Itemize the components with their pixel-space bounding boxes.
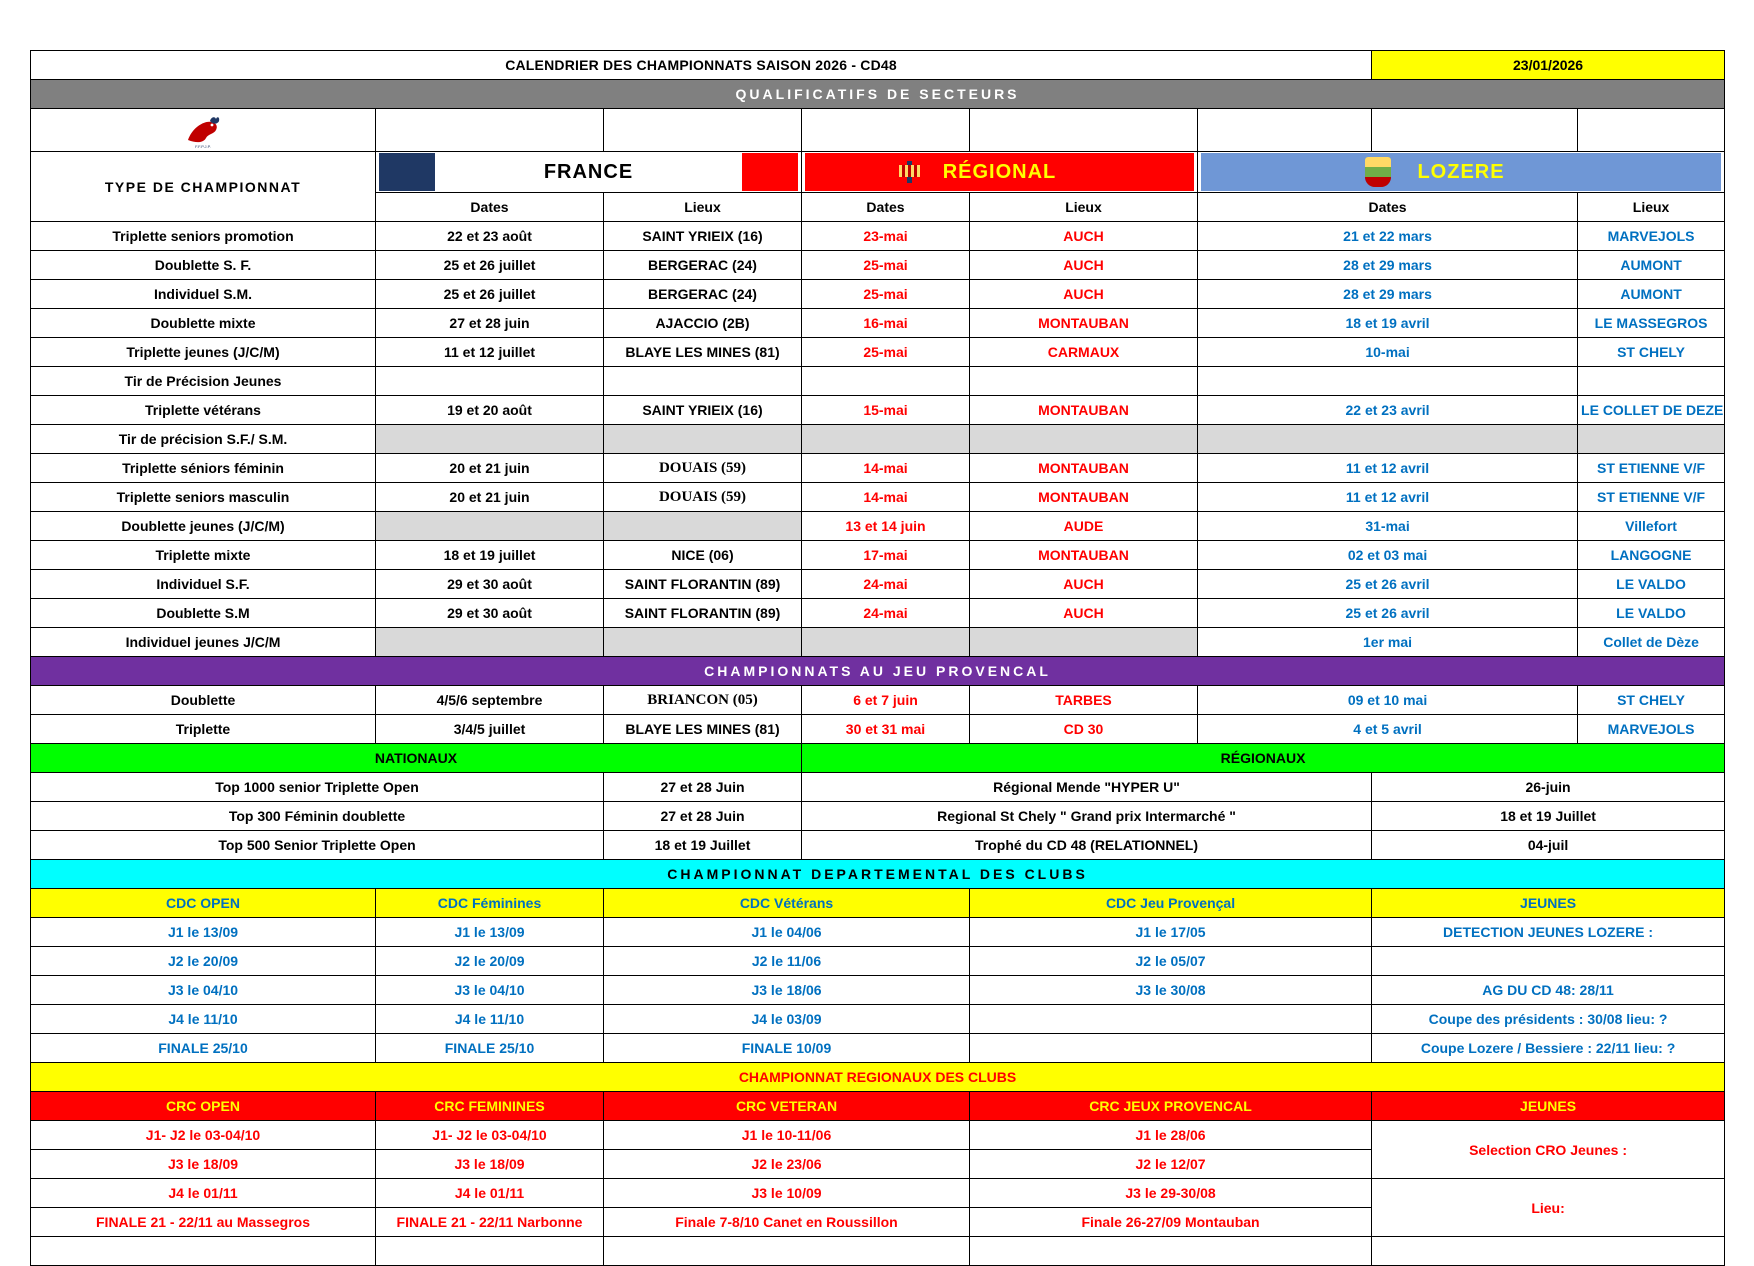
footer-blank-4 bbox=[970, 1237, 1372, 1266]
national-label: Top 500 Senior Triplette Open bbox=[31, 831, 604, 860]
cdc-jeunes-cell: Coupe Lozere / Bessiere : 22/11 lieu: ? bbox=[1372, 1034, 1725, 1063]
cdc-open-cell: FINALE 25/10 bbox=[31, 1034, 376, 1063]
regional-lieu: MONTAUBAN bbox=[970, 396, 1198, 425]
france-date: 22 et 23 août bbox=[376, 222, 604, 251]
table-row bbox=[31, 251, 1725, 280]
lozere-lieu: Villefort bbox=[1578, 512, 1725, 541]
logo-row bbox=[31, 109, 1725, 152]
table-row bbox=[31, 512, 1725, 541]
lozere-date: 09 et 10 mai bbox=[1198, 686, 1578, 715]
regional-lieu: MONTAUBAN bbox=[970, 309, 1198, 338]
regional-date: 24-mai bbox=[802, 570, 970, 599]
championship-label: Triplette seniors promotion bbox=[31, 222, 376, 251]
crc-jeunes-cell: Selection CRO Jeunes : bbox=[1372, 1121, 1725, 1179]
regional-date bbox=[802, 628, 970, 657]
championship-label: Individuel S.F. bbox=[31, 570, 376, 599]
lozere-lieu: Collet de Dèze bbox=[1578, 628, 1725, 657]
crc-open-cell: J3 le 18/09 bbox=[31, 1150, 376, 1179]
lozere-lieu: LANGOGNE bbox=[1578, 541, 1725, 570]
logo-row-blank-3 bbox=[802, 109, 970, 152]
national-date: 18 et 19 Juillet bbox=[604, 831, 802, 860]
france-lieu: SAINT YRIEIX (16) bbox=[604, 396, 802, 425]
regional-date: 6 et 7 juin bbox=[802, 686, 970, 715]
cdc-feminines-cell: J3 le 04/10 bbox=[376, 976, 604, 1005]
sector-band-row bbox=[31, 80, 1725, 109]
lozere-lieu bbox=[1578, 425, 1725, 454]
lozere-lieu: ST ETIENNE V/F bbox=[1578, 483, 1725, 512]
france-lieu: BERGERAC (24) bbox=[604, 280, 802, 309]
lozere-date: 28 et 29 mars bbox=[1198, 251, 1578, 280]
national-date: 27 et 28 Juin bbox=[604, 773, 802, 802]
page-title: CALENDRIER DES CHAMPIONNATS SAISON 2026 - CD48 bbox=[31, 51, 1372, 80]
lozere-date: 22 et 23 avril bbox=[1198, 396, 1578, 425]
logo-row-blank-7 bbox=[1578, 109, 1725, 152]
cdc-provencal-cell: J3 le 30/08 bbox=[970, 976, 1372, 1005]
crc-veteran-header: CRC VETERAN bbox=[604, 1092, 970, 1121]
table-row bbox=[31, 628, 1725, 657]
footer-blank-5 bbox=[1372, 1237, 1725, 1266]
crc-provencal-cell: J3 le 29-30/08 bbox=[970, 1179, 1372, 1208]
cdc-veterans-cell: J4 le 03/09 bbox=[604, 1005, 970, 1034]
france-date: 25 et 26 juillet bbox=[376, 280, 604, 309]
lozere-lieu: LE VALDO bbox=[1578, 570, 1725, 599]
championship-label: Doublette S.M bbox=[31, 599, 376, 628]
france-lieu: BERGERAC (24) bbox=[604, 251, 802, 280]
crc-jeunes-lieu-cell: Lieu: bbox=[1372, 1179, 1725, 1237]
crc-open-cell: J1- J2 le 03-04/10 bbox=[31, 1121, 376, 1150]
cdc-open-cell: J1 le 13/09 bbox=[31, 918, 376, 947]
crc-feminines-header: CRC FEMININES bbox=[376, 1092, 604, 1121]
table-row bbox=[31, 715, 1725, 744]
lozere-date bbox=[1198, 425, 1578, 454]
footer-blank-1 bbox=[31, 1237, 376, 1266]
lozere-date bbox=[1198, 367, 1578, 396]
crc-feminines-cell: FINALE 21 - 22/11 Narbonne bbox=[376, 1208, 604, 1237]
crc-band-row bbox=[31, 1063, 1725, 1092]
cdc-provencal-cell bbox=[970, 1034, 1372, 1063]
lozere-header-label: LOZERE bbox=[1417, 160, 1505, 183]
france-lieu: DOUAIS (59) bbox=[604, 454, 802, 483]
svg-text:F.F.P.J.P.: F.F.P.J.P. bbox=[195, 144, 211, 149]
france-lieu: BRIANCON (05) bbox=[604, 686, 802, 715]
footer-blank-3 bbox=[604, 1237, 970, 1266]
footer-blank-2 bbox=[376, 1237, 604, 1266]
cdc-jeunes-header: JEUNES bbox=[1372, 889, 1725, 918]
document-date: 23/01/2026 bbox=[1372, 51, 1725, 80]
regional-lieu: AUDE bbox=[970, 512, 1198, 541]
national-label: Top 300 Féminin doublette bbox=[31, 802, 604, 831]
table-row bbox=[31, 454, 1725, 483]
france-date: 11 et 12 juillet bbox=[376, 338, 604, 367]
france-date: 4/5/6 septembre bbox=[376, 686, 604, 715]
championship-label: Doublette mixte bbox=[31, 309, 376, 338]
regional-event-date: 26-juin bbox=[1372, 773, 1725, 802]
lozere-date: 18 et 19 avril bbox=[1198, 309, 1578, 338]
regional-lieu: MONTAUBAN bbox=[970, 483, 1198, 512]
france-date: 20 et 21 juin bbox=[376, 454, 604, 483]
crc-veteran-cell: J3 le 10/09 bbox=[604, 1179, 970, 1208]
lozere-lieu: AUMONT bbox=[1578, 251, 1725, 280]
france-date: 29 et 30 août bbox=[376, 599, 604, 628]
france-flag-icon bbox=[379, 153, 435, 191]
france-lieu: SAINT YRIEIX (16) bbox=[604, 222, 802, 251]
france-lieu: SAINT FLORANTIN (89) bbox=[604, 599, 802, 628]
lozere-dates-header: Dates bbox=[1198, 193, 1578, 222]
regional-event-label: Régional Mende "HYPER U" bbox=[802, 773, 1372, 802]
regional-date: 13 et 14 juin bbox=[802, 512, 970, 541]
occitanie-icon bbox=[899, 161, 921, 183]
band-crc: CHAMPIONNAT REGIONAUX DES CLUBS bbox=[31, 1063, 1725, 1092]
regional-lieu: AUCH bbox=[970, 570, 1198, 599]
cdc-jeunes-cell: Coupe des présidents : 30/08 lieu: ? bbox=[1372, 1005, 1725, 1034]
provencal-label: Doublette bbox=[31, 686, 376, 715]
crc-jeunes-header: JEUNES bbox=[1372, 1092, 1725, 1121]
crc-provencal-cell: J2 le 12/07 bbox=[970, 1150, 1372, 1179]
logo-row-blank-2 bbox=[604, 109, 802, 152]
type-de-championnat-label: TYPE DE CHAMPIONNAT bbox=[31, 152, 376, 222]
lozere-lieu: AUMONT bbox=[1578, 280, 1725, 309]
france-lieux-header: Lieux bbox=[604, 193, 802, 222]
table-row bbox=[31, 280, 1725, 309]
table-row bbox=[31, 309, 1725, 338]
championship-label: Triplette vétérans bbox=[31, 396, 376, 425]
championship-label: Triplette seniors masculin bbox=[31, 483, 376, 512]
footer-blank-row bbox=[31, 1237, 1725, 1266]
band-jeu-provencal: CHAMPIONNATS AU JEU PROVENCAL bbox=[31, 657, 1725, 686]
regional-date: 25-mai bbox=[802, 251, 970, 280]
table-row bbox=[31, 222, 1725, 251]
cdc-band-row bbox=[31, 860, 1725, 889]
table-row bbox=[31, 918, 1725, 947]
band-regionaux: RÉGIONAUX bbox=[802, 744, 1725, 773]
france-lieu bbox=[604, 425, 802, 454]
regional-lieu: CARMAUX bbox=[970, 338, 1198, 367]
cdc-jeunes-cell: AG DU CD 48: 28/11 bbox=[1372, 976, 1725, 1005]
championship-label: Doublette S. F. bbox=[31, 251, 376, 280]
provencal-label: Triplette bbox=[31, 715, 376, 744]
lozere-date: 31-mai bbox=[1198, 512, 1578, 541]
regional-header-cell bbox=[802, 152, 1198, 193]
cdc-open-cell: J3 le 04/10 bbox=[31, 976, 376, 1005]
regional-date: 14-mai bbox=[802, 454, 970, 483]
lozere-lieu: LE VALDO bbox=[1578, 599, 1725, 628]
band-qualificatifs-secteurs: QUALIFICATIFS DE SECTEURS bbox=[31, 80, 1725, 109]
band-cdc: CHAMPIONNAT DEPARTEMENTAL DES CLUBS bbox=[31, 860, 1725, 889]
cdc-feminines-header: CDC Féminines bbox=[376, 889, 604, 918]
lozere-lieu: LE MASSEGROS bbox=[1578, 309, 1725, 338]
championship-label: Triplette jeunes (J/C/M) bbox=[31, 338, 376, 367]
table-row bbox=[31, 1034, 1725, 1063]
crc-feminines-cell: J4 le 01/11 bbox=[376, 1179, 604, 1208]
lozere-shield-icon bbox=[1365, 157, 1391, 187]
table-row bbox=[31, 425, 1725, 454]
table-row bbox=[31, 831, 1725, 860]
france-lieu: SAINT FLORANTIN (89) bbox=[604, 570, 802, 599]
cdc-veterans-cell: J2 le 11/06 bbox=[604, 947, 970, 976]
regional-dates-header: Dates bbox=[802, 193, 970, 222]
regional-header-label: RÉGIONAL bbox=[942, 160, 1057, 183]
table-row bbox=[31, 570, 1725, 599]
regional-lieu: AUCH bbox=[970, 222, 1198, 251]
championship-label: Triplette mixte bbox=[31, 541, 376, 570]
crc-feminines-cell: J1- J2 le 03-04/10 bbox=[376, 1121, 604, 1150]
regional-lieux-header: Lieux bbox=[970, 193, 1198, 222]
lozere-date: 21 et 22 mars bbox=[1198, 222, 1578, 251]
table-row bbox=[31, 773, 1725, 802]
logo-row-blank-6 bbox=[1372, 109, 1578, 152]
regional-lieu: CD 30 bbox=[970, 715, 1198, 744]
calendar-sheet bbox=[30, 50, 1724, 1266]
cdc-feminines-cell: J4 le 11/10 bbox=[376, 1005, 604, 1034]
lozere-date: 28 et 29 mars bbox=[1198, 280, 1578, 309]
crc-open-header: CRC OPEN bbox=[31, 1092, 376, 1121]
cdc-open-cell: J4 le 11/10 bbox=[31, 1005, 376, 1034]
crc-provencal-cell: J1 le 28/06 bbox=[970, 1121, 1372, 1150]
regional-date: 23-mai bbox=[802, 222, 970, 251]
lozere-lieu bbox=[1578, 367, 1725, 396]
lozere-date: 02 et 03 mai bbox=[1198, 541, 1578, 570]
france-lieu: DOUAIS (59) bbox=[604, 483, 802, 512]
lozere-lieux-header: Lieux bbox=[1578, 193, 1725, 222]
regional-lieu: MONTAUBAN bbox=[970, 541, 1198, 570]
lozere-date: 4 et 5 avril bbox=[1198, 715, 1578, 744]
france-date: 19 et 20 août bbox=[376, 396, 604, 425]
france-date bbox=[376, 628, 604, 657]
logo-row-blank-5 bbox=[1198, 109, 1372, 152]
cdc-provencal-cell: J2 le 05/07 bbox=[970, 947, 1372, 976]
crc-provencal-cell: Finale 26-27/09 Montauban bbox=[970, 1208, 1372, 1237]
regional-lieu: AUCH bbox=[970, 251, 1198, 280]
band-nationaux: NATIONAUX bbox=[31, 744, 802, 773]
france-lieu bbox=[604, 628, 802, 657]
lozere-lieu: ST CHELY bbox=[1578, 686, 1725, 715]
table-row bbox=[31, 396, 1725, 425]
cdc-open-header: CDC OPEN bbox=[31, 889, 376, 918]
cdc-provencal-cell: J1 le 17/05 bbox=[970, 918, 1372, 947]
regional-event-date: 18 et 19 Juillet bbox=[1372, 802, 1725, 831]
lozere-lieu: LE COLLET DE DEZE bbox=[1578, 396, 1725, 425]
logo-row-blank-4 bbox=[970, 109, 1198, 152]
france-date: 27 et 28 juin bbox=[376, 309, 604, 338]
regional-date bbox=[802, 367, 970, 396]
table-row bbox=[31, 483, 1725, 512]
lozere-header-cell bbox=[1198, 152, 1725, 193]
france-date bbox=[376, 512, 604, 541]
france-date: 20 et 21 juin bbox=[376, 483, 604, 512]
france-header-label: FRANCE bbox=[435, 153, 742, 191]
france-date bbox=[376, 367, 604, 396]
crc-provencal-header: CRC JEUX PROVENCAL bbox=[970, 1092, 1372, 1121]
regional-date: 17-mai bbox=[802, 541, 970, 570]
regional-event-date: 04-juil bbox=[1372, 831, 1725, 860]
table-row bbox=[31, 599, 1725, 628]
cdc-open-cell: J2 le 20/09 bbox=[31, 947, 376, 976]
regional-event-label: Regional St Chely " Grand prix Intermarché " bbox=[802, 802, 1372, 831]
regional-date bbox=[802, 425, 970, 454]
lozere-lieu: ST CHELY bbox=[1578, 338, 1725, 367]
france-lieu bbox=[604, 367, 802, 396]
cdc-jeunes-cell: DETECTION JEUNES LOZERE : bbox=[1372, 918, 1725, 947]
regional-lieu: TARBES bbox=[970, 686, 1198, 715]
table-row bbox=[31, 338, 1725, 367]
table-row bbox=[31, 367, 1725, 396]
cdc-veterans-cell: J1 le 04/06 bbox=[604, 918, 970, 947]
lozere-lieu: ST ETIENNE V/F bbox=[1578, 454, 1725, 483]
crc-feminines-cell: J3 le 18/09 bbox=[376, 1150, 604, 1179]
lozere-date: 10-mai bbox=[1198, 338, 1578, 367]
france-lieu: AJACCIO (2B) bbox=[604, 309, 802, 338]
championship-label: Tir de Précision Jeunes bbox=[31, 367, 376, 396]
cdc-feminines-cell: J1 le 13/09 bbox=[376, 918, 604, 947]
france-lieu: BLAYE LES MINES (81) bbox=[604, 338, 802, 367]
table-row bbox=[31, 1121, 1725, 1150]
france-dates-header: Dates bbox=[376, 193, 604, 222]
france-date bbox=[376, 425, 604, 454]
regional-date: 15-mai bbox=[802, 396, 970, 425]
regional-event-label: Trophé du CD 48 (RELATIONNEL) bbox=[802, 831, 1372, 860]
france-date: 3/4/5 juillet bbox=[376, 715, 604, 744]
calendar-table bbox=[30, 50, 1725, 1266]
lozere-date: 11 et 12 avril bbox=[1198, 454, 1578, 483]
ffpjp-logo bbox=[34, 110, 372, 150]
championship-label: Doublette jeunes (J/C/M) bbox=[31, 512, 376, 541]
regional-date: 25-mai bbox=[802, 280, 970, 309]
regional-lieu: MONTAUBAN bbox=[970, 454, 1198, 483]
regional-date: 14-mai bbox=[802, 483, 970, 512]
table-row bbox=[31, 802, 1725, 831]
regional-lieu: AUCH bbox=[970, 280, 1198, 309]
france-header-cell bbox=[376, 152, 802, 193]
france-lieu: NICE (06) bbox=[604, 541, 802, 570]
lozere-lieu: MARVEJOLS bbox=[1578, 715, 1725, 744]
ffpjp-logo-cell bbox=[31, 109, 376, 152]
cdc-feminines-cell: J2 le 20/09 bbox=[376, 947, 604, 976]
crc-veteran-cell: J2 le 23/06 bbox=[604, 1150, 970, 1179]
regional-lieu bbox=[970, 367, 1198, 396]
championship-label: Tir de précision S.F./ S.M. bbox=[31, 425, 376, 454]
nationaux-band-row bbox=[31, 744, 1725, 773]
cdc-veterans-cell: FINALE 10/09 bbox=[604, 1034, 970, 1063]
lozere-date: 25 et 26 avril bbox=[1198, 599, 1578, 628]
cdc-header-row bbox=[31, 889, 1725, 918]
cdc-jeunes-cell bbox=[1372, 947, 1725, 976]
table-row bbox=[31, 947, 1725, 976]
table-row bbox=[31, 976, 1725, 1005]
table-row bbox=[31, 1179, 1725, 1208]
regional-date: 16-mai bbox=[802, 309, 970, 338]
rooster-icon bbox=[180, 110, 226, 150]
table-row bbox=[31, 686, 1725, 715]
regional-date: 24-mai bbox=[802, 599, 970, 628]
crc-veteran-cell: Finale 7-8/10 Canet en Roussillon bbox=[604, 1208, 970, 1237]
title-row bbox=[31, 51, 1725, 80]
cdc-veterans-cell: J3 le 18/06 bbox=[604, 976, 970, 1005]
france-flag-icon-right bbox=[742, 153, 798, 191]
championship-label: Triplette séniors féminin bbox=[31, 454, 376, 483]
crc-open-cell: FINALE 21 - 22/11 au Massegros bbox=[31, 1208, 376, 1237]
lozere-date: 11 et 12 avril bbox=[1198, 483, 1578, 512]
crc-header-row bbox=[31, 1092, 1725, 1121]
national-date: 27 et 28 Juin bbox=[604, 802, 802, 831]
championship-label: Individuel jeunes J/C/M bbox=[31, 628, 376, 657]
table-row bbox=[31, 1005, 1725, 1034]
section-headers-row bbox=[31, 152, 1725, 193]
provencal-band-row bbox=[31, 657, 1725, 686]
crc-open-cell: J4 le 01/11 bbox=[31, 1179, 376, 1208]
cdc-veterans-header: CDC Vétérans bbox=[604, 889, 970, 918]
crc-veteran-cell: J1 le 10-11/06 bbox=[604, 1121, 970, 1150]
cdc-provencal-header: CDC Jeu Provençal bbox=[970, 889, 1372, 918]
national-label: Top 1000 senior Triplette Open bbox=[31, 773, 604, 802]
cdc-feminines-cell: FINALE 25/10 bbox=[376, 1034, 604, 1063]
france-date: 25 et 26 juillet bbox=[376, 251, 604, 280]
regional-lieu bbox=[970, 425, 1198, 454]
france-date: 18 et 19 juillet bbox=[376, 541, 604, 570]
france-lieu: BLAYE LES MINES (81) bbox=[604, 715, 802, 744]
cdc-provencal-cell bbox=[970, 1005, 1372, 1034]
table-row bbox=[31, 541, 1725, 570]
lozere-date: 25 et 26 avril bbox=[1198, 570, 1578, 599]
regional-date: 25-mai bbox=[802, 338, 970, 367]
regional-lieu bbox=[970, 628, 1198, 657]
logo-row-blank-1 bbox=[376, 109, 604, 152]
france-lieu bbox=[604, 512, 802, 541]
regional-date: 30 et 31 mai bbox=[802, 715, 970, 744]
regional-lieu: AUCH bbox=[970, 599, 1198, 628]
lozere-lieu: MARVEJOLS bbox=[1578, 222, 1725, 251]
france-date: 29 et 30 août bbox=[376, 570, 604, 599]
championship-label: Individuel S.M. bbox=[31, 280, 376, 309]
lozere-date: 1er mai bbox=[1198, 628, 1578, 657]
